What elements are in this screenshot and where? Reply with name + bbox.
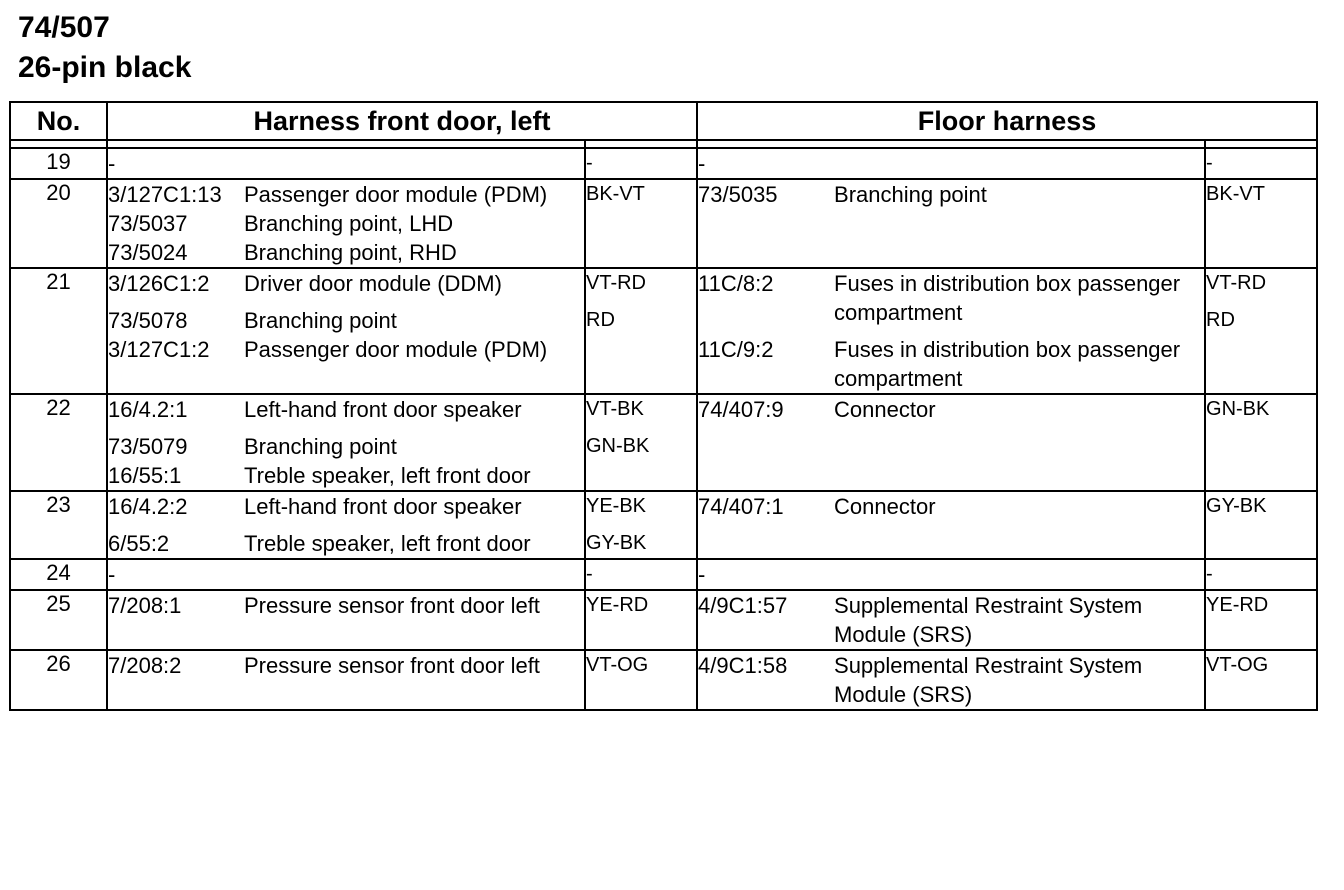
component-entry: [108, 529, 584, 558]
wire-color: RD: [586, 309, 615, 331]
component-entry: [108, 180, 584, 209]
component-description: Branching point, RHD: [244, 240, 457, 265]
component-entry: [108, 560, 584, 589]
floor-harness-cell: [697, 268, 1205, 394]
component-code: 7/208:2: [108, 653, 182, 678]
wire-color: VT-RD: [586, 272, 646, 294]
wire-color: GN-BK: [1206, 398, 1270, 420]
wire-color: YE-RD: [1206, 594, 1269, 616]
component-description: Pressure sensor front door left: [244, 653, 540, 678]
front-door-harness-cell: [107, 559, 585, 590]
component-code: -: [698, 151, 706, 176]
header-gap: [10, 140, 1317, 148]
component-description: [244, 149, 584, 178]
component-code: -: [108, 562, 116, 587]
floor-harness-cell: [697, 590, 1205, 650]
wire-color: VT-RD: [1206, 272, 1267, 294]
table-row: [10, 268, 1317, 394]
front-door-wire-color-cell: [585, 590, 697, 650]
pin-number: 23: [10, 491, 107, 559]
component-description: [834, 149, 1204, 178]
header-front-door-harness: Harness front door, left: [107, 102, 697, 140]
component-code: 7/208:1: [108, 593, 182, 618]
component-description: Passenger door module (PDM): [244, 337, 548, 362]
component-description: Supplemental Restraint System Module (SRS): [834, 593, 1143, 647]
header-no: No.: [10, 102, 107, 140]
component-description: Left-hand front door speaker: [244, 494, 522, 519]
wire-color: BK-VT: [586, 183, 645, 205]
component-code: 6/55:2: [108, 531, 170, 556]
component-code: 11C/8:2: [698, 271, 774, 296]
front-door-harness-cell: [107, 650, 585, 710]
component-entry: [698, 335, 1204, 393]
pin-number: 22: [10, 394, 107, 491]
front-door-wire-color-cell: [585, 148, 697, 179]
front-door-wire-color-cell: [585, 650, 697, 710]
floor-harness-cell: [697, 148, 1205, 179]
component-code: 3/127C1:2: [108, 337, 210, 362]
component-code: 73/5079: [108, 434, 188, 459]
component-entry: [698, 492, 1204, 521]
wire-color: GY-BK: [586, 532, 647, 554]
table-row: [10, 179, 1317, 268]
floor-wire-color-cell: [1205, 148, 1317, 179]
component-entry: [698, 651, 1204, 709]
component-entry: [698, 180, 1204, 209]
wire-color: GN-BK: [586, 435, 650, 457]
front-door-harness-cell: [107, 491, 585, 559]
component-description: Branching point: [244, 434, 397, 459]
front-door-wire-color-cell: [585, 179, 697, 268]
component-code: 16/55:1: [108, 463, 182, 488]
component-entry: [698, 149, 1204, 178]
component-code: 73/5024: [108, 240, 188, 265]
component-code: -: [108, 151, 116, 176]
page-title: [18, 8, 191, 88]
pin-rows: [10, 148, 1317, 710]
component-description: Driver door module (DDM): [244, 271, 502, 296]
wire-color: BK-VT: [1206, 183, 1265, 205]
component-code: 16/4.2:1: [108, 397, 188, 422]
component-entry: [108, 591, 584, 620]
wire-color: -: [1206, 152, 1213, 174]
floor-wire-color-cell: [1205, 394, 1317, 491]
component-description: Treble speaker, left front door: [244, 531, 531, 556]
pin-number: 25: [10, 590, 107, 650]
component-description: Passenger door module (PDM): [244, 182, 548, 207]
component-code: 4/9C1:57: [698, 593, 788, 618]
pin-number: 21: [10, 268, 107, 394]
front-door-wire-color-cell: [585, 268, 697, 394]
component-code: 74/407:1: [698, 494, 784, 519]
component-code: 3/127C1:13: [108, 182, 222, 207]
wire-color: -: [586, 563, 593, 585]
floor-wire-color-cell: [1205, 590, 1317, 650]
component-code: 73/5078: [108, 308, 188, 333]
component-description: Fuses in distribution box passenger compartment: [834, 271, 1181, 325]
floor-wire-color-cell: [1205, 179, 1317, 268]
table-row: [10, 590, 1317, 650]
wire-color: GY-BK: [1206, 495, 1267, 517]
component-code: 73/5037: [108, 211, 188, 236]
component-entry: [108, 238, 584, 267]
component-entry: [108, 492, 584, 521]
component-entry: [698, 269, 1204, 327]
component-description: [244, 560, 584, 589]
front-door-wire-color-cell: [585, 394, 697, 491]
front-door-harness-cell: [107, 148, 585, 179]
floor-harness-cell: [697, 491, 1205, 559]
component-description: Fuses in distribution box passenger compartment: [834, 337, 1181, 391]
wire-color: YE-BK: [586, 495, 647, 517]
pin-number: 24: [10, 559, 107, 590]
component-description: [834, 560, 1204, 589]
component-entry: [108, 306, 584, 335]
component-entry: [108, 651, 584, 680]
table-row: [10, 394, 1317, 491]
component-entry: [108, 149, 584, 178]
wire-color: -: [1206, 563, 1213, 585]
connector-id: 74/507: [18, 11, 110, 44]
connector-description: 26-pin black: [18, 51, 192, 84]
component-entry: [108, 461, 584, 490]
component-code: 11C/9:2: [698, 337, 774, 362]
component-description: Connector: [834, 494, 936, 519]
wire-color: VT-OG: [586, 654, 649, 676]
floor-wire-color-cell: [1205, 491, 1317, 559]
wire-color: -: [586, 152, 593, 174]
component-description: Connector: [834, 397, 936, 422]
component-description: Branching point: [244, 308, 397, 333]
table-row: [10, 650, 1317, 710]
pin-number: 19: [10, 148, 107, 179]
floor-harness-cell: [697, 650, 1205, 710]
component-description: Pressure sensor front door left: [244, 593, 540, 618]
floor-wire-color-cell: [1205, 559, 1317, 590]
component-entry: [108, 209, 584, 238]
floor-harness-cell: [697, 559, 1205, 590]
component-entry: [108, 335, 584, 364]
component-description: Treble speaker, left front door: [244, 463, 531, 488]
wire-color: VT-BK: [586, 398, 644, 420]
front-door-wire-color-cell: [585, 491, 697, 559]
component-entry: [108, 269, 584, 298]
front-door-harness-cell: [107, 268, 585, 394]
component-description: Supplemental Restraint System Module (SRS): [834, 653, 1143, 707]
component-entry: [698, 395, 1204, 424]
header-row: [10, 102, 1317, 140]
component-code: 73/5035: [698, 182, 778, 207]
component-entry: [698, 591, 1204, 649]
component-entry: [698, 560, 1204, 589]
front-door-harness-cell: [107, 394, 585, 491]
floor-harness-cell: [697, 179, 1205, 268]
wire-color: YE-RD: [586, 594, 649, 616]
pin-number: 26: [10, 650, 107, 710]
component-code: 74/407:9: [698, 397, 784, 422]
component-description: Branching point, LHD: [244, 211, 454, 236]
table-row: [10, 148, 1317, 179]
front-door-wire-color-cell: [585, 559, 697, 590]
header-floor-harness: Floor harness: [697, 102, 1317, 140]
table-row: [10, 491, 1317, 559]
component-code: -: [698, 562, 706, 587]
pin-table: [9, 101, 1318, 711]
table-row: [10, 559, 1317, 590]
wire-color: RD: [1206, 309, 1235, 331]
floor-wire-color-cell: [1205, 650, 1317, 710]
floor-wire-color-cell: [1205, 268, 1317, 394]
component-entry: [108, 395, 584, 424]
front-door-harness-cell: [107, 179, 585, 268]
component-description: Branching point: [834, 182, 987, 207]
component-description: Left-hand front door speaker: [244, 397, 522, 422]
component-entry: [108, 432, 584, 461]
floor-harness-cell: [697, 394, 1205, 491]
component-code: 16/4.2:2: [108, 494, 188, 519]
front-door-harness-cell: [107, 590, 585, 650]
pin-number: 20: [10, 179, 107, 268]
wire-color: VT-OG: [1206, 654, 1269, 676]
component-code: 3/126C1:2: [108, 271, 210, 296]
component-code: 4/9C1:58: [698, 653, 788, 678]
